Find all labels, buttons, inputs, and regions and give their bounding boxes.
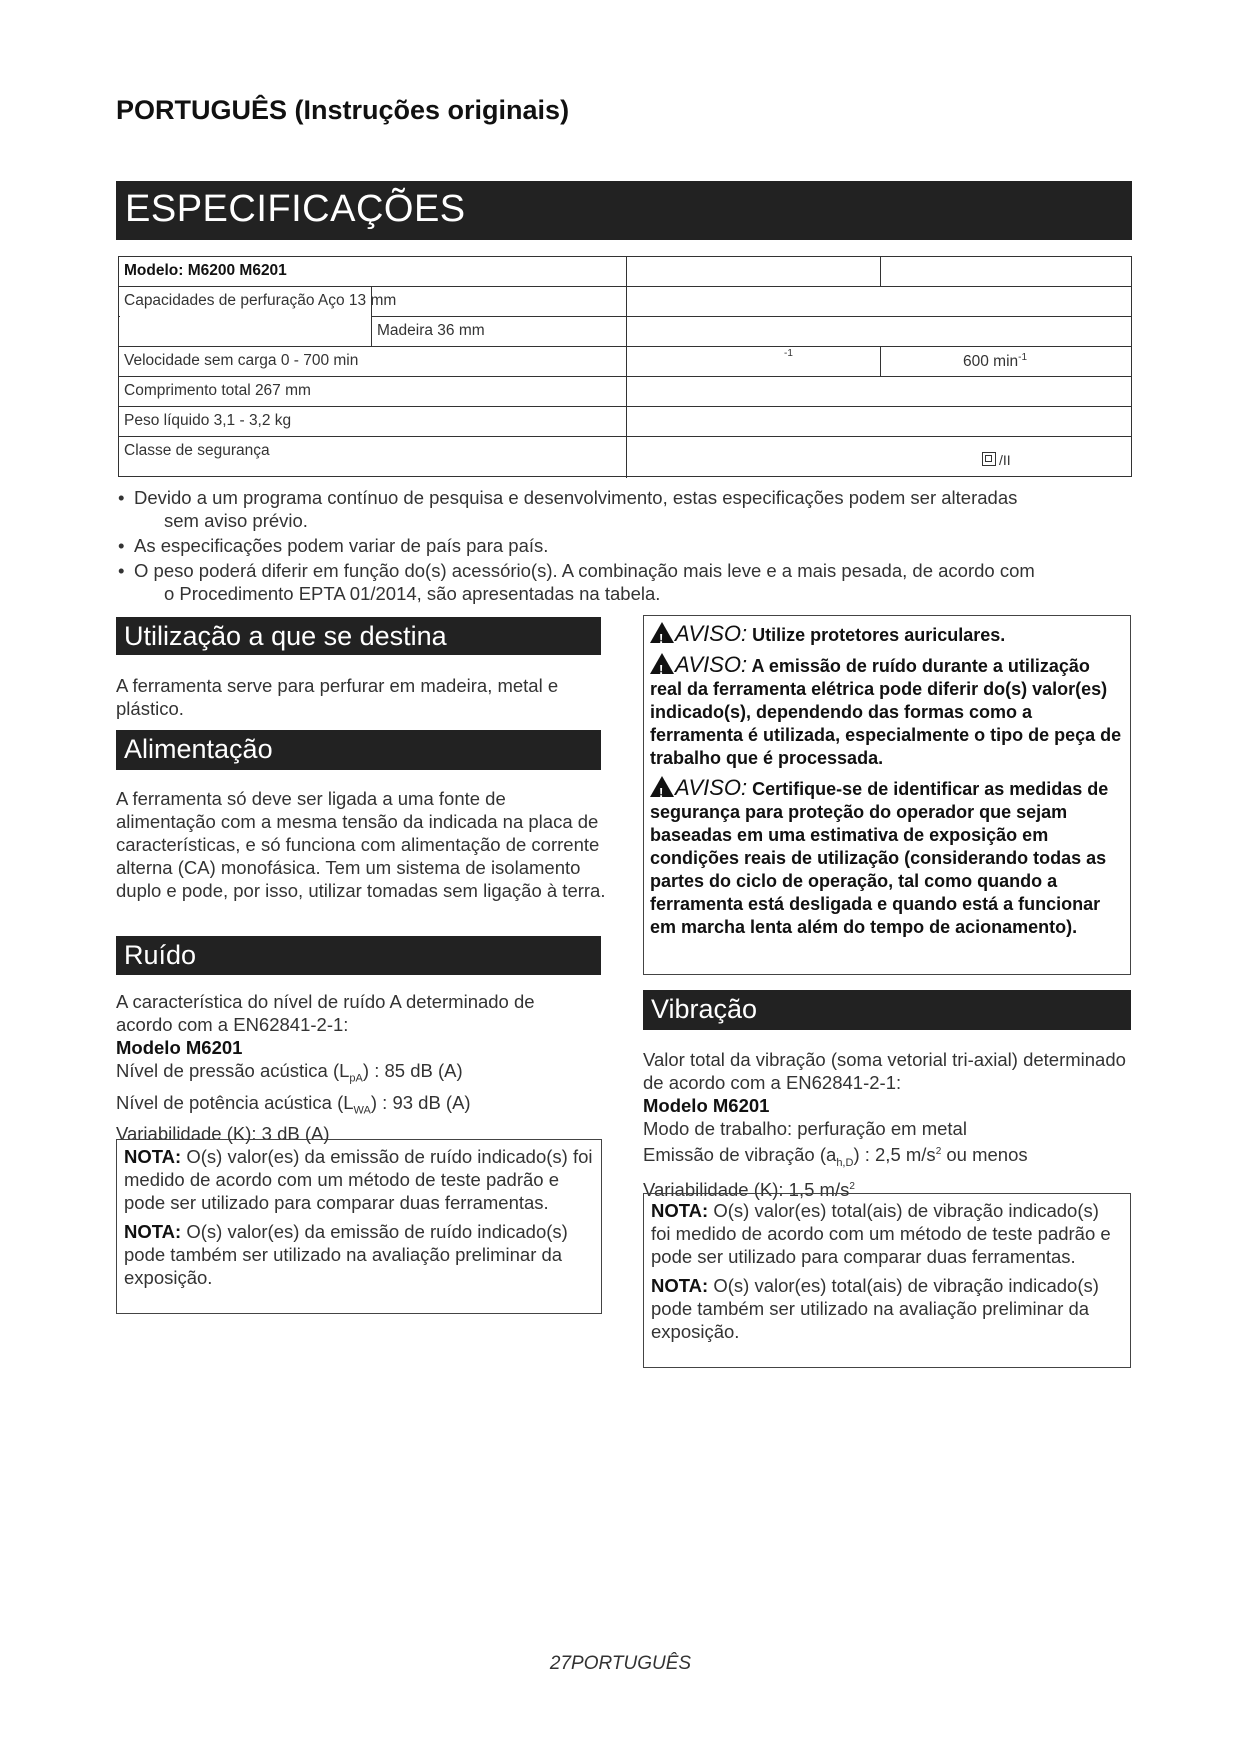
noise-note-2: NOTA: O(s) valor(es) da emissão de ruído indicado(s) pode também ser utilizado na avaliação preliminar da exposição. (124, 1221, 568, 1288)
double-insulation-icon (982, 452, 996, 466)
vibration-variability: Variabilidade (K): 1,5 $m/s^2$ (643, 1179, 855, 1200)
power-supply-text: A ferramenta só deve ser ligada a uma fonte de alimentação com a mesma tensão da indicada na placa de características, e só funciona com alimentação de corrente alterna (CA) monofásica. Tem um sistema de isolamento duplo e pode, por isso, utilizar tomadas sem ligação à terra. (116, 788, 606, 901)
spec-class: Classe de segurança (124, 442, 270, 459)
warning-icon (650, 776, 674, 797)
specifications-title: ESPECIFICAÇÕES (125, 188, 466, 230)
vibration-note-1: NOTA: O(s) valor(es) total(ais) de vibração indicado(s) foi medido de acordo com um método de teste padrão e pode ser utilizado para comparar duas ferramentas. (651, 1200, 1111, 1267)
vibration-section (643, 1048, 1131, 1201)
vibration-emission: Emissão de vibração $(a_{h,D})$ : 2,5 $m/s^2$ ou menos (643, 1144, 1028, 1169)
spec-notes (118, 486, 1118, 607)
page-title: PORTUGUÊS (Instruções originais) (116, 95, 570, 125)
power-supply-banner: Alimentação (116, 730, 601, 770)
list-item: • O peso poderá diferir em função do(s) acessório(s). A combinação mais leve e a mais pesada, de acordo com o Procedimento EPTA 01/2014, são apresentadas na tabela. (118, 559, 1118, 605)
spec-speed-right: 600 $\min^{-1}$ (963, 352, 1028, 371)
spec-speed: Velocidade sem carga 0 - 700 min (124, 352, 359, 369)
spec-length: Comprimento total 267 mm (124, 382, 311, 399)
noise-note-1: NOTA: O(s) valor(es) da emissão de ruído indicado(s) foi medido de acordo com um método de teste padrão e pode ser utilizado para comparar duas ferramentas. (124, 1146, 593, 1213)
vibration-intro: Valor total da vibração (soma vetorial tri-axial) determinado de acordo com a EN62841-2-1: (643, 1049, 1126, 1093)
list-item: • Devido a um programa contínuo de pesquisa e desenvolvimento, estas especificações podem ser alteradas sem aviso prévio. (118, 486, 1118, 532)
noise-variability: Variabilidade (K): 3 dB (A) (116, 1123, 330, 1145)
warning-3: !AVISO: Certifique-se de identificar as medidas de segurança para proteção do operador que sejam baseadas em uma estimativa de exposição em condições reais de utilização (considerando todas as partes do ciclo de operação, tal como quando a ferramenta está desligada e quando está a funcionar em marcha lenta além do tempo de acionamento). (650, 776, 1124, 939)
noise-model: Modelo M6201 (116, 1037, 243, 1058)
noise-note-box (116, 1139, 602, 1314)
specifications-banner (116, 181, 1132, 240)
intended-use-banner: Utilização a que se destina (116, 617, 601, 655)
noise-banner: Ruído (116, 936, 601, 975)
vibration-banner: Vibração (643, 990, 1131, 1030)
vibration-model: Modelo M6201 (643, 1095, 770, 1116)
vibration-note-box (643, 1193, 1131, 1368)
intended-use-text: A ferramenta serve para perfurar em madeira, metal e plástico. (116, 675, 559, 719)
spec-table (118, 256, 1132, 477)
spec-weight: Peso líquido 3,1 - 3,2 kg (124, 412, 292, 429)
noise-pressure: Nível de pressão acústica $(L_{pA})$ : 85 dB (A) (116, 1060, 463, 1085)
vibration-mode: Modo de trabalho: perfuração em metal (643, 1118, 967, 1139)
spec-wood: Madeira 36 mm (377, 322, 485, 339)
page-number: 27PORTUGUÊS (549, 1653, 692, 1674)
list-item: • As especificações podem variar de país para país. (118, 534, 1118, 557)
warning-icon (650, 653, 674, 674)
warning-icon (650, 622, 674, 643)
warning-1: !AVISO: Utilize protetores auriculares. (650, 622, 1124, 647)
spec-model: Modelo: M6200 M6201 (124, 262, 287, 279)
spec-class-value: /II (999, 452, 1011, 468)
noise-power: Nível de potência acústica $(L_{WA})$ : 93 dB (A) (116, 1091, 471, 1117)
vibration-note-2: NOTA: O(s) valor(es) total(ais) de vibração indicado(s) pode também ser utilizado na avaliação preliminar da exposição. (651, 1275, 1099, 1342)
warning-2: !AVISO: A emissão de ruído durante a utilização real da ferramenta elétrica pode diferir do(s) valor(es) indicado(s), dependendo das formas como a ferramenta é utilizada, especialmente o tipo de peça de trabalho que é processada. (650, 653, 1124, 770)
noise-intro: A característica do nível de ruído A determinado de acordo com a EN62841-2-1: (116, 991, 535, 1035)
warning-box (643, 615, 1131, 975)
noise-section (116, 990, 596, 1145)
spec-speed-sup: -1 (784, 348, 793, 359)
spec-capacity: Capacidades de perfuração Aço 13 mm (124, 292, 397, 309)
